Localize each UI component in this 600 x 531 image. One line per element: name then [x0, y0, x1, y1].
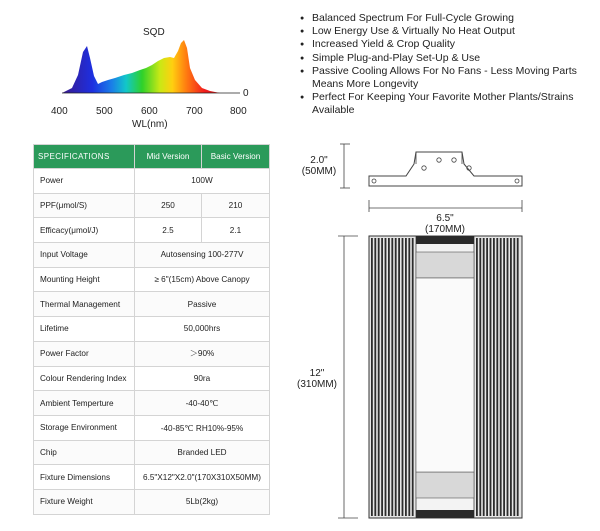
heatsink-fin — [398, 238, 400, 516]
fixture-side-view — [336, 140, 536, 215]
feature-item: ● Increased Yield & Crop Quality — [300, 38, 592, 51]
spectrum-chart — [40, 18, 270, 133]
row-label: Chip — [34, 440, 135, 465]
header-mid-version: Mid Version — [135, 145, 202, 169]
heatsink-fin — [476, 238, 478, 516]
heatsink-fin — [371, 238, 373, 516]
table-row — [34, 440, 270, 465]
heatsink-fin — [513, 238, 515, 516]
row-value-basic: 2.1 — [202, 218, 270, 243]
heatsink-fin — [395, 238, 397, 516]
heatsink-fin — [402, 238, 404, 516]
feature-item: ● Passive Cooling Allows For No Fans - Less Moving Parts Means More Longevity — [300, 65, 592, 91]
heatsink-fin — [479, 238, 481, 516]
row-value: ≥ 6"(15cm) Above Canopy — [135, 267, 270, 292]
length-in: 12" — [309, 368, 325, 379]
tick-800: 800 — [230, 106, 247, 117]
heatsink-fin — [510, 238, 512, 516]
feature-list — [300, 12, 592, 118]
row-value: -40-85℃ RH10%-95% — [135, 415, 270, 440]
heatsink-fin — [517, 238, 519, 516]
header-specifications: SPECIFICATIONS — [34, 145, 135, 169]
table-row — [34, 489, 270, 514]
table-row — [34, 243, 270, 268]
feature-item: ● Low Energy Use & Virtually No Heat Output — [300, 25, 592, 38]
fixture-top-view — [336, 230, 536, 525]
feature-item: ● Perfect For Keeping Your Favorite Mother Plants/Strains Available — [300, 91, 592, 117]
heatsink-fin — [378, 238, 380, 516]
row-value-basic: 210 — [202, 193, 270, 218]
heatsink-fin — [490, 238, 492, 516]
table-header-row — [34, 145, 270, 169]
row-label: Storage Environment — [34, 415, 135, 440]
row-value: 100W — [135, 169, 270, 194]
table-row — [34, 292, 270, 317]
feature-item: ● Simple Plug-and-Play Set-Up & Use — [300, 52, 592, 65]
tick-400: 400 — [51, 106, 68, 117]
heatsink-fin — [374, 238, 376, 516]
table-row — [34, 193, 270, 218]
heatsink-fin — [483, 238, 485, 516]
tick-600: 600 — [141, 106, 158, 117]
row-value: Passive — [135, 292, 270, 317]
spectrum-xlabel: WL(nm) — [132, 119, 168, 130]
row-label: Input Voltage — [34, 243, 135, 268]
heatsink-fin — [500, 238, 502, 516]
tick-700: 700 — [186, 106, 203, 117]
heatsink-fin — [493, 238, 495, 516]
heatsink-fin — [381, 238, 383, 516]
spectrum-title: SQD — [143, 27, 165, 38]
row-label: Ambient Temperture — [34, 391, 135, 416]
heatsink-fin — [385, 238, 387, 516]
row-label: Efficacy(μmol/J) — [34, 218, 135, 243]
heatsink-fin — [507, 238, 509, 516]
row-value-mid: 2.5 — [135, 218, 202, 243]
row-value: 6.5"X12"X2.0"(170X310X50MM) — [135, 465, 270, 490]
row-value: 50,000hrs — [135, 317, 270, 342]
table-row — [34, 169, 270, 194]
heatsink-fin — [486, 238, 488, 516]
length-mm: (310MM) — [296, 379, 337, 390]
heatsink-fin — [405, 238, 407, 516]
row-value: ＞90% — [135, 341, 270, 366]
height-in: 2.0" — [310, 155, 328, 166]
heatsink-fin — [496, 238, 498, 516]
row-value: Autosensing 100-277V — [135, 243, 270, 268]
table-row — [34, 391, 270, 416]
row-label: Fixture Dimensions — [34, 465, 135, 490]
row-label: Lifetime — [34, 317, 135, 342]
row-label: Thermal Management — [34, 292, 135, 317]
height-mm: (50MM) — [301, 166, 337, 177]
table-row — [34, 218, 270, 243]
row-label: Power Factor — [34, 341, 135, 366]
width-in: 6.5" — [436, 213, 454, 224]
spectrum-curve — [62, 40, 240, 93]
header-basic-version: Basic Version — [202, 145, 270, 169]
row-label: Mounting Height — [34, 267, 135, 292]
row-label: PPF(μmol/S) — [34, 193, 135, 218]
row-value-mid: 250 — [135, 193, 202, 218]
row-value: -40-40℃ — [135, 391, 270, 416]
tick-500: 500 — [96, 106, 113, 117]
table-row — [34, 366, 270, 391]
heatsink-fin — [503, 238, 505, 516]
row-value: Branded LED — [135, 440, 270, 465]
feature-item: ● Balanced Spectrum For Full-Cycle Growing — [300, 12, 592, 25]
spectrum-zero-label: 0 — [243, 88, 249, 99]
heatsink-fin — [408, 238, 410, 516]
heatsink-fin — [391, 238, 393, 516]
row-label: Power — [34, 169, 135, 194]
width-mm: (170MM) — [424, 224, 465, 235]
table-row — [34, 341, 270, 366]
row-label: Colour Rendering Index — [34, 366, 135, 391]
table-row — [34, 267, 270, 292]
spec-table — [33, 144, 270, 515]
table-row — [34, 415, 270, 440]
row-value: 90ra — [135, 366, 270, 391]
table-row — [34, 317, 270, 342]
heatsink-fin — [412, 238, 414, 516]
table-row — [34, 465, 270, 490]
row-label: Fixture Weight — [34, 489, 135, 514]
heatsink-fin — [388, 238, 390, 516]
row-value: 5Lb(2kg) — [135, 489, 270, 514]
